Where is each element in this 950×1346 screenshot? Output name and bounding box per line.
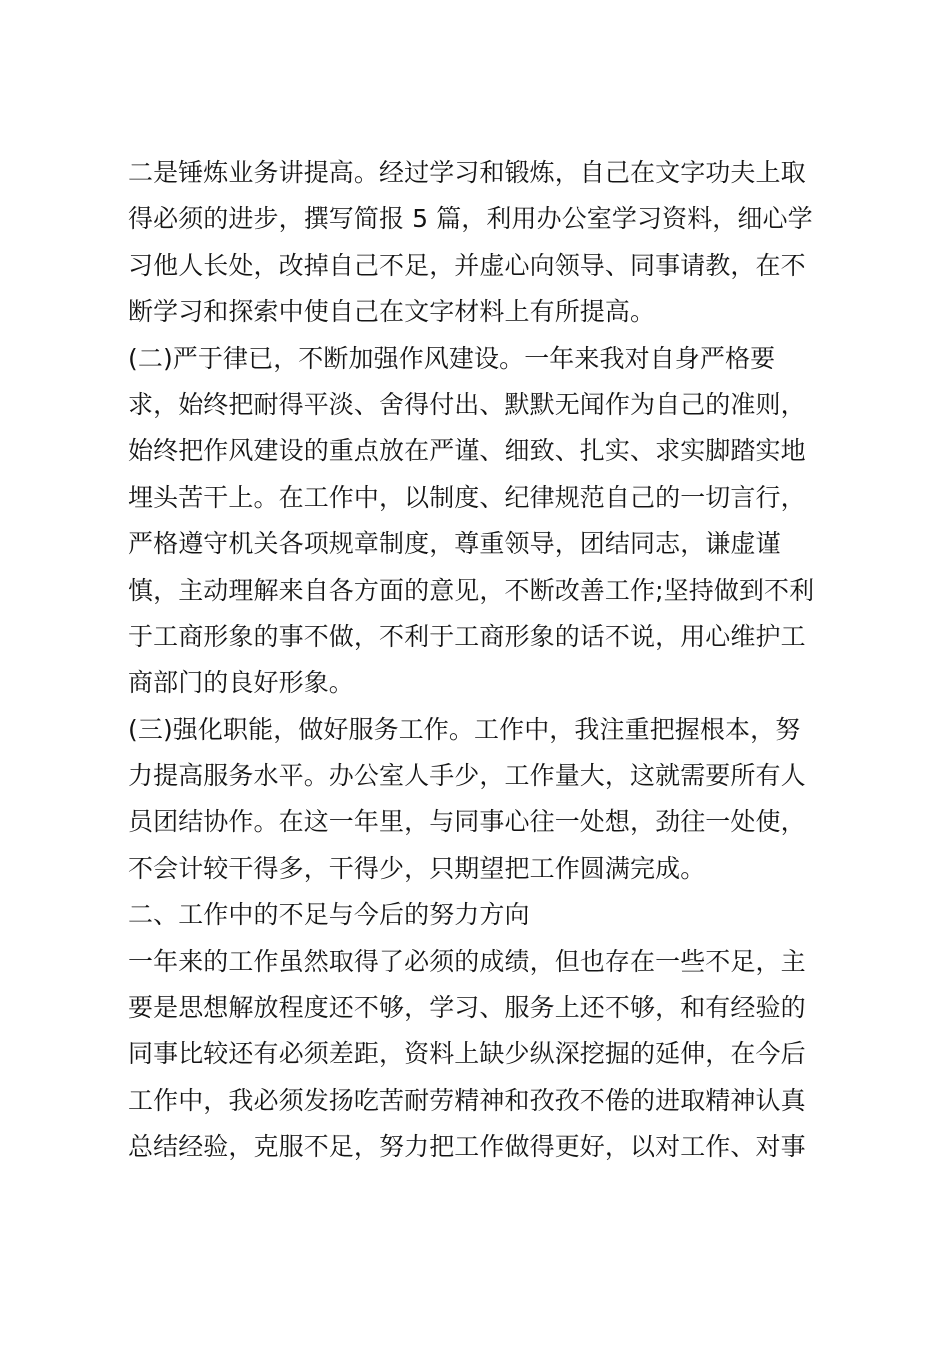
- text-line: 一年来的工作虽然取得了必须的成绩，但也存在一些不足，主: [128, 946, 806, 976]
- text-line: 慎，主动理解来自各方面的意见，不断改善工作;坚持做到不利: [128, 575, 815, 605]
- document-body: [128, 150, 828, 1171]
- text-line: 同事比较还有必须差距，资料上缺少纵深挖掘的延伸，在今后: [128, 1039, 806, 1069]
- text-line: 员团结协作。在这一年里，与同事心往一处想，劲往一处使，: [128, 807, 806, 837]
- text-line: 断学习和探索中使自己在文字材料上有所提高。: [128, 297, 656, 327]
- text-line: 埋头苦干上。在工作中，以制度、纪律规范自己的一切言行，: [128, 482, 806, 512]
- text-line: 不会计较干得多，干得少，只期望把工作圆满完成。: [128, 853, 706, 883]
- text-line: 习他人长处，改掉自己不足，并虚心向领导、同事请教，在不: [128, 250, 806, 280]
- text-line: (二)严于律已，不断加强作风建设。一年来我对自身严格要: [128, 343, 776, 373]
- text-line: 始终把作风建设的重点放在严谨、细致、扎实、求实脚踏实地: [128, 436, 806, 466]
- text-line: 力提高服务水平。办公室人手少，工作量大，这就需要所有人: [128, 761, 806, 791]
- text-line: 严格遵守机关各项规章制度，尊重领导，团结同志，谦虚谨: [128, 529, 781, 559]
- text-line: 于工商形象的事不做，不利于工商形象的话不说，用心维护工: [128, 621, 806, 651]
- section-heading: 二、工作中的不足与今后的努力方向: [128, 900, 530, 930]
- text-line: 求，始终把耐得平淡、舍得付出、默默无闻作为自己的准则，: [128, 389, 806, 419]
- text-line: 二是锤炼业务讲提高。经过学习和锻炼，自己在文字功夫上取: [128, 158, 806, 187]
- text-line: (三)强化职能，做好服务工作。工作中，我注重把握根本，努: [128, 714, 801, 744]
- text-line: 得必须的进步，撰写简报 5 篇，利用办公室学习资料，细心学: [128, 204, 813, 234]
- text-line: 工作中，我必须发扬吃苦耐劳精神和孜孜不倦的进取精神认真: [128, 1085, 806, 1115]
- text-line: 总结经验，克服不足，努力把工作做得更好，以对工作、对事: [128, 1132, 806, 1162]
- text-line: 商部门的良好形象。: [128, 668, 354, 698]
- text-line: 要是思想解放程度还不够，学习、服务上还不够，和有经验的: [128, 993, 806, 1023]
